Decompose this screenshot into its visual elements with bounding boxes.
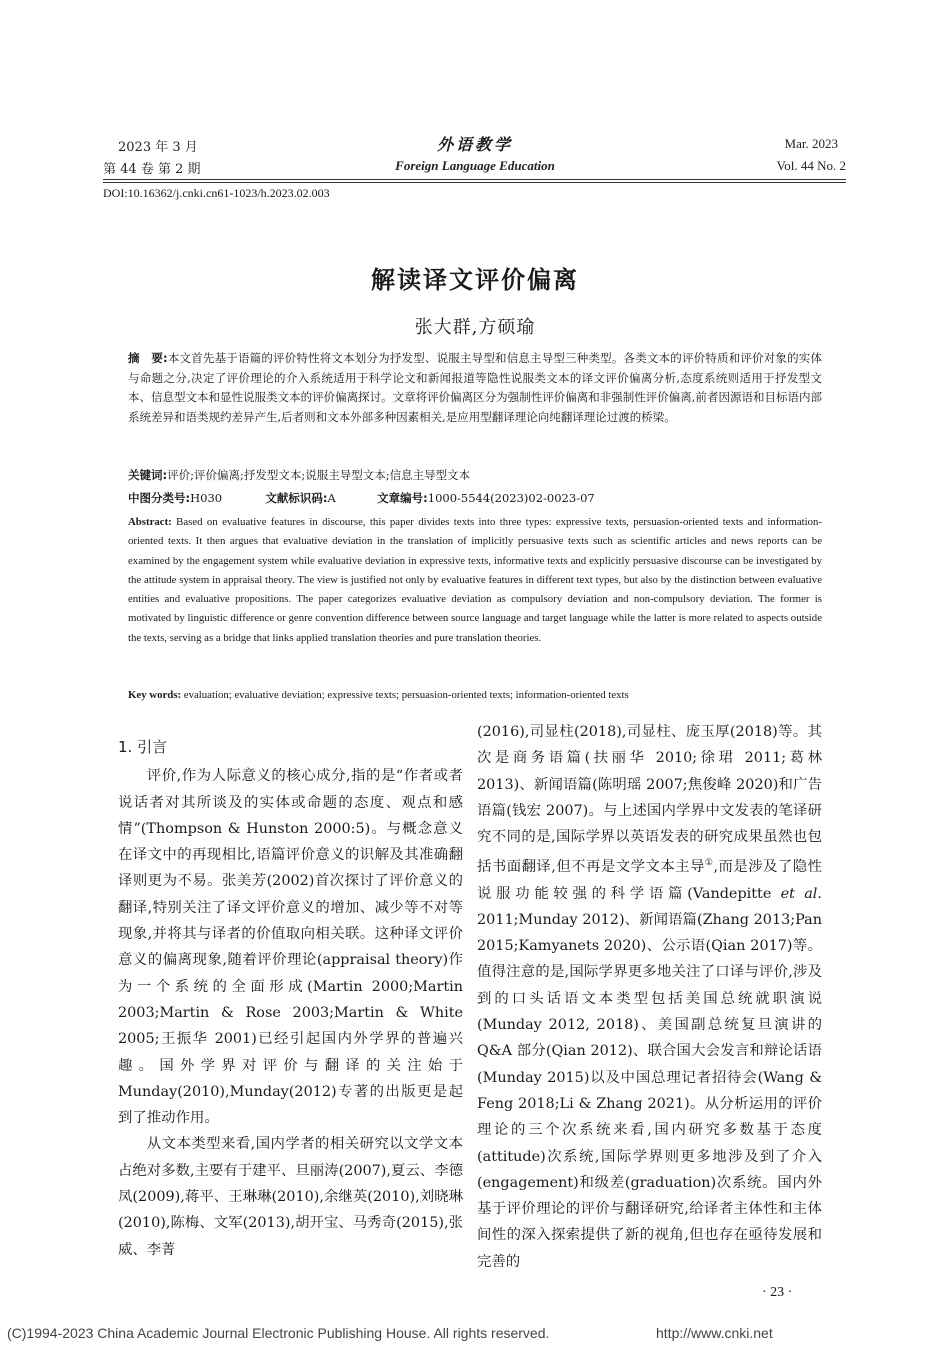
- abstract-en-text: Based on evaluative features in discourse, this paper divides texts into three types: expressive texts, persuasion-oriented texts and information-oriented texts. It then argues that evaluative deviation in the translation of implicitly persuasive texts such as scientific articles and news reports can be examined by the engagement system while evaluative deviation in expressive texts, informative texts and explicitly persuasive discourse can be investigated by the attitude system in appraisal theory. The view is justified not only by evaluative features in different text types, but also by the distinction between evaluative entities and evaluative propositions. The paper categorizes evaluative deviation as compulsory deviation and non-compulsory deviation. The former is motivated by linguistic difference or genre convention difference between source language and target language while the latter is more related to aspects outside the texts, serving as a bridge that links applied translation theories and pure translation theories.: [128, 516, 823, 644]
- keywords-cn-label: 关键词:: [128, 468, 168, 482]
- header-rule-top: [103, 179, 846, 180]
- article-title: 解读译文评价偏离: [371, 265, 579, 294]
- clc-value: H030: [190, 491, 223, 505]
- paragraph: [477, 719, 822, 1275]
- journal-logo: 外语教学: [436, 135, 513, 154]
- doc-code-value: A: [327, 491, 336, 505]
- paragraph: 评价,作为人际意义的核心成分,指的是“作者或者说话者对其所谈及的实体或命题的态度、观点和感情”(Thompson & Hunston 2000:5)。与概念意义在译文中的再现相比,语篇评价意义的识解及其准确翻译则更为不易。张美芳(2002)首次探讨了评价意义的翻译,特别关注了译文评价意义的增加、减少等不对等现象,并将其与译者的价值取向相关联。这种译文评价意义的偏离现象,随着评价理论(appraisal theory)作为一个系统的全面形成(Martin 2000;Martin 2003;Martin & Rose 2003;Martin & White 2005;王振华 2001)已经引起国内外学界的普遍兴趣。国外学界对评价与翻译的关注始于 Munday(2010),Munday(2012)专著的出版更是起到了推动作用。: [118, 768, 463, 1127]
- paragraph: 从文本类型来看,国内学者的相关研究以文学文本占绝对多数,主要有于建平、旦丽涛(2007),夏云、李德凤(2009),蒋平、王琳琳(2010),余继英(2010),刘晓琳(2010),陈梅、文军(2013),胡开宝、马秀奇(2015),张威、李菁: [118, 1136, 463, 1258]
- footer-url[interactable]: http://www.cnki.net: [656, 1325, 773, 1341]
- keywords-en-label: Key words:: [128, 689, 182, 701]
- abstract-cn-label: 摘 要:: [128, 351, 168, 365]
- italic-citation: et al.: [780, 885, 822, 902]
- article-authors: 张大群,方硕瑜: [414, 317, 536, 338]
- classification-row: [128, 490, 595, 506]
- header-volume-en: Vol. 44 No. 2: [776, 158, 846, 173]
- abstract-en-label: Abstract:: [128, 516, 172, 528]
- section-heading: 1. 引言: [118, 738, 168, 756]
- paragraph-text: ,而是涉及了隐性说服功能较强的科学语篇(Vandepitte: [477, 859, 823, 902]
- header-volume-cn: 第 44 卷 第 2 期: [103, 162, 201, 177]
- doi: DOI:10.16362/j.cnki.cn61-1023/h.2023.02.003: [103, 186, 330, 200]
- journal-title-en: Foreign Language Education: [395, 158, 555, 173]
- footer-copyright: (C)1994-2023 China Academic Journal Electronic Publishing House. All rights reserved.: [7, 1325, 550, 1341]
- header-date-en: Mar. 2023: [784, 136, 838, 151]
- paragraph-text: (2016),司显柱(2018),司显柱、庞玉厚(2018)等。其次是商务语篇(扶丽华 2010;徐珺 2011;葛林 2013)、新闻语篇(陈明瑶 2007;焦俊峰 2020)和广告语篇(钱宏 2007)。与上述国内学界中文发表的笔译研究不同的是,国际学界以英语发表的研究成果虽然也包括书面翻译,但不再是文学文本主导: [477, 724, 822, 876]
- clc-label: 中图分类号:: [128, 491, 191, 505]
- abstract-cn: [128, 349, 822, 427]
- keywords-cn-text: 评价;评价偏离;抒发型文本;说服主导型文本;信息主导型文本: [167, 468, 471, 482]
- body-left-column: [118, 734, 463, 1263]
- abstract-cn-text: 本文首先基于语篇的评价特性将文本划分为抒发型、说服主导型和信息主导型三种类型。各类文本的评价特质和评价对象的实体与命题之分,决定了评价理论的介入系统适用于科学论文和新闻报道等隐性说服类文本的译文评价偏离分析,态度系统则适用于抒发型文本、信息型文本和显性说服类文本的评价偏离探讨。文章将评价偏离区分为强制性评价偏离和非强制性评价偏离,前者因源语和目标语内部系统差异和语类规约差异产生,后者则和文本外部多种因素相关,是应用型翻译理论向纯翻译理论过渡的桥梁。: [128, 351, 822, 424]
- body-right-column: [477, 719, 822, 1275]
- header-date-cn: 2023 年 3 月: [118, 140, 198, 155]
- doc-code-label: 文献标识码:: [265, 491, 328, 505]
- abstract-en: [128, 513, 822, 648]
- article-no-value: 1000-5544(2023)02-0023-07: [427, 491, 595, 505]
- paragraph-text: 2011;Munday 2012)、新闻语篇(Zhang 2013;Pan 2015;Kamyanets 2020)、公示语(Qian 2017)等。值得注意的是,国际学界更多地关注了口译与评价,涉及到的口头话语文本类型包括美国总统就职演说(Munday 2012, 2018)、美国副总统复旦演讲的 Q&A 部分(Qian 2012)、联合国大会发言和辩论话语(Munday 2015)以及中国总理记者招待会(Wang & Feng 2018;Li & Zhang 2021)。从分析运用的评价理论的三个次系统来看,国内研究多数基于态度(attitude)次系统,国际学界则更多地涉及到了介入(engagement)和级差(graduation)次系统。国内外基于评价理论的评价与翻译研究,给译者主体性和主体间性的深入探索提供了新的视角,但也存在亟待发展和完善的: [477, 911, 822, 1270]
- keywords-en-text: evaluation; evaluative deviation; expressive texts; persuasion-oriented texts; information-oriented texts: [183, 689, 629, 701]
- page-number: · 23 ·: [762, 1285, 793, 1300]
- article-no-label: 文章编号:: [377, 491, 428, 505]
- header-rule-bottom: [103, 182, 846, 183]
- keywords-en: [128, 686, 822, 705]
- footnote-marker: ①: [704, 858, 714, 869]
- keywords-cn: [128, 466, 822, 486]
